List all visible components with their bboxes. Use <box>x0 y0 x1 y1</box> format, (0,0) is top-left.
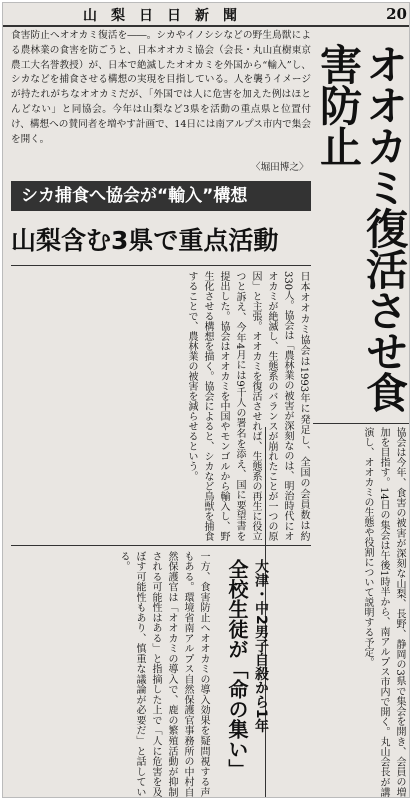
article-body-column-b <box>11 551 211 797</box>
body-text-a: 日本オオカミ協会は1993年に発足し、全国の会員数は約330人。協会は「農林業の被害が深刻なのは、明治時代にオオカミが絶滅し、生態系のバランスが崩れたことが一つの原因」と主張。オオカミを復活させれば、生態系の再生に役立つと訴え、今年4月には9千人の署名を添え、国に要望書を提出した。協会はオオカミを中国やモンゴルから輸入し、野生化させる構想を描く。協会によると、シカなど鳥獣を捕食することで、農林業の被害を減らせるという。 <box>186 271 309 541</box>
subheadline-large: 山梨含む3県で重点活動 <box>11 217 311 266</box>
page-number: 20 <box>386 5 407 23</box>
second-article-title: 全校生徒が「命の集い」 <box>225 559 249 779</box>
article-body-column-a <box>11 271 311 541</box>
article-body-column-c <box>269 427 407 797</box>
body-text-b: 一方、食害防止へオオカミの導入効果を疑問視する声もある。環境省南アルプス自然保護官事務所の中村自然保護官は「オオカミの導入で、鹿の繁殖活動が抑制される可能性はある」と指摘した上で「人に危害を及ぼす可能性もあり、慎重な議論が必要だ」と話している。 <box>118 551 209 797</box>
masthead-title: 山梨日日新聞 <box>83 8 251 24</box>
byline: 〈堀田博之〉 <box>251 162 309 173</box>
main-headline: オオカミ復活させ食害防止 <box>314 43 409 412</box>
subheadline-bar: シカ捕食へ協会が“輸入”構想 <box>11 181 311 211</box>
column-divider <box>313 423 409 424</box>
body-text-c: 協会は今年、食害の被害が深刻な山梨、長野、静岡の3県で集会を開き、会員の増加を目指す。14日の集会は午後1時半から、南アルプス市内で開く。丸山会長が講演し、オオカミの生態や役割について説明する予定。 <box>362 427 405 797</box>
newspaper-page <box>2 2 410 798</box>
second-article-headline <box>215 559 271 793</box>
lead-text: 食害防止へオオカミ復活を――。シカやイノシシなどの野生鳥獣による農林業の食害を防ごうと、日本オオカミ協会（会長・丸山直樹東京農工大名誉教授）が、日本で絶滅したオオカミを外国から“輸入”し、シカなどを捕食させる構想の実現を目指している。人を襲うイメージが持たれがちなオオカミだが、「外国では人に危害を加えた例はほとんどない」と同協会。今年は山梨など3県を活動の重点県と位置付け、構想への賛同者を増やす計画で、14日には南アルプス市内で集会を開く。 <box>11 30 311 145</box>
masthead <box>3 3 409 27</box>
second-article-kicker: 大津・中2男子自殺から1年 <box>253 559 269 733</box>
column-divider <box>11 545 311 546</box>
lead-paragraph <box>11 29 311 179</box>
